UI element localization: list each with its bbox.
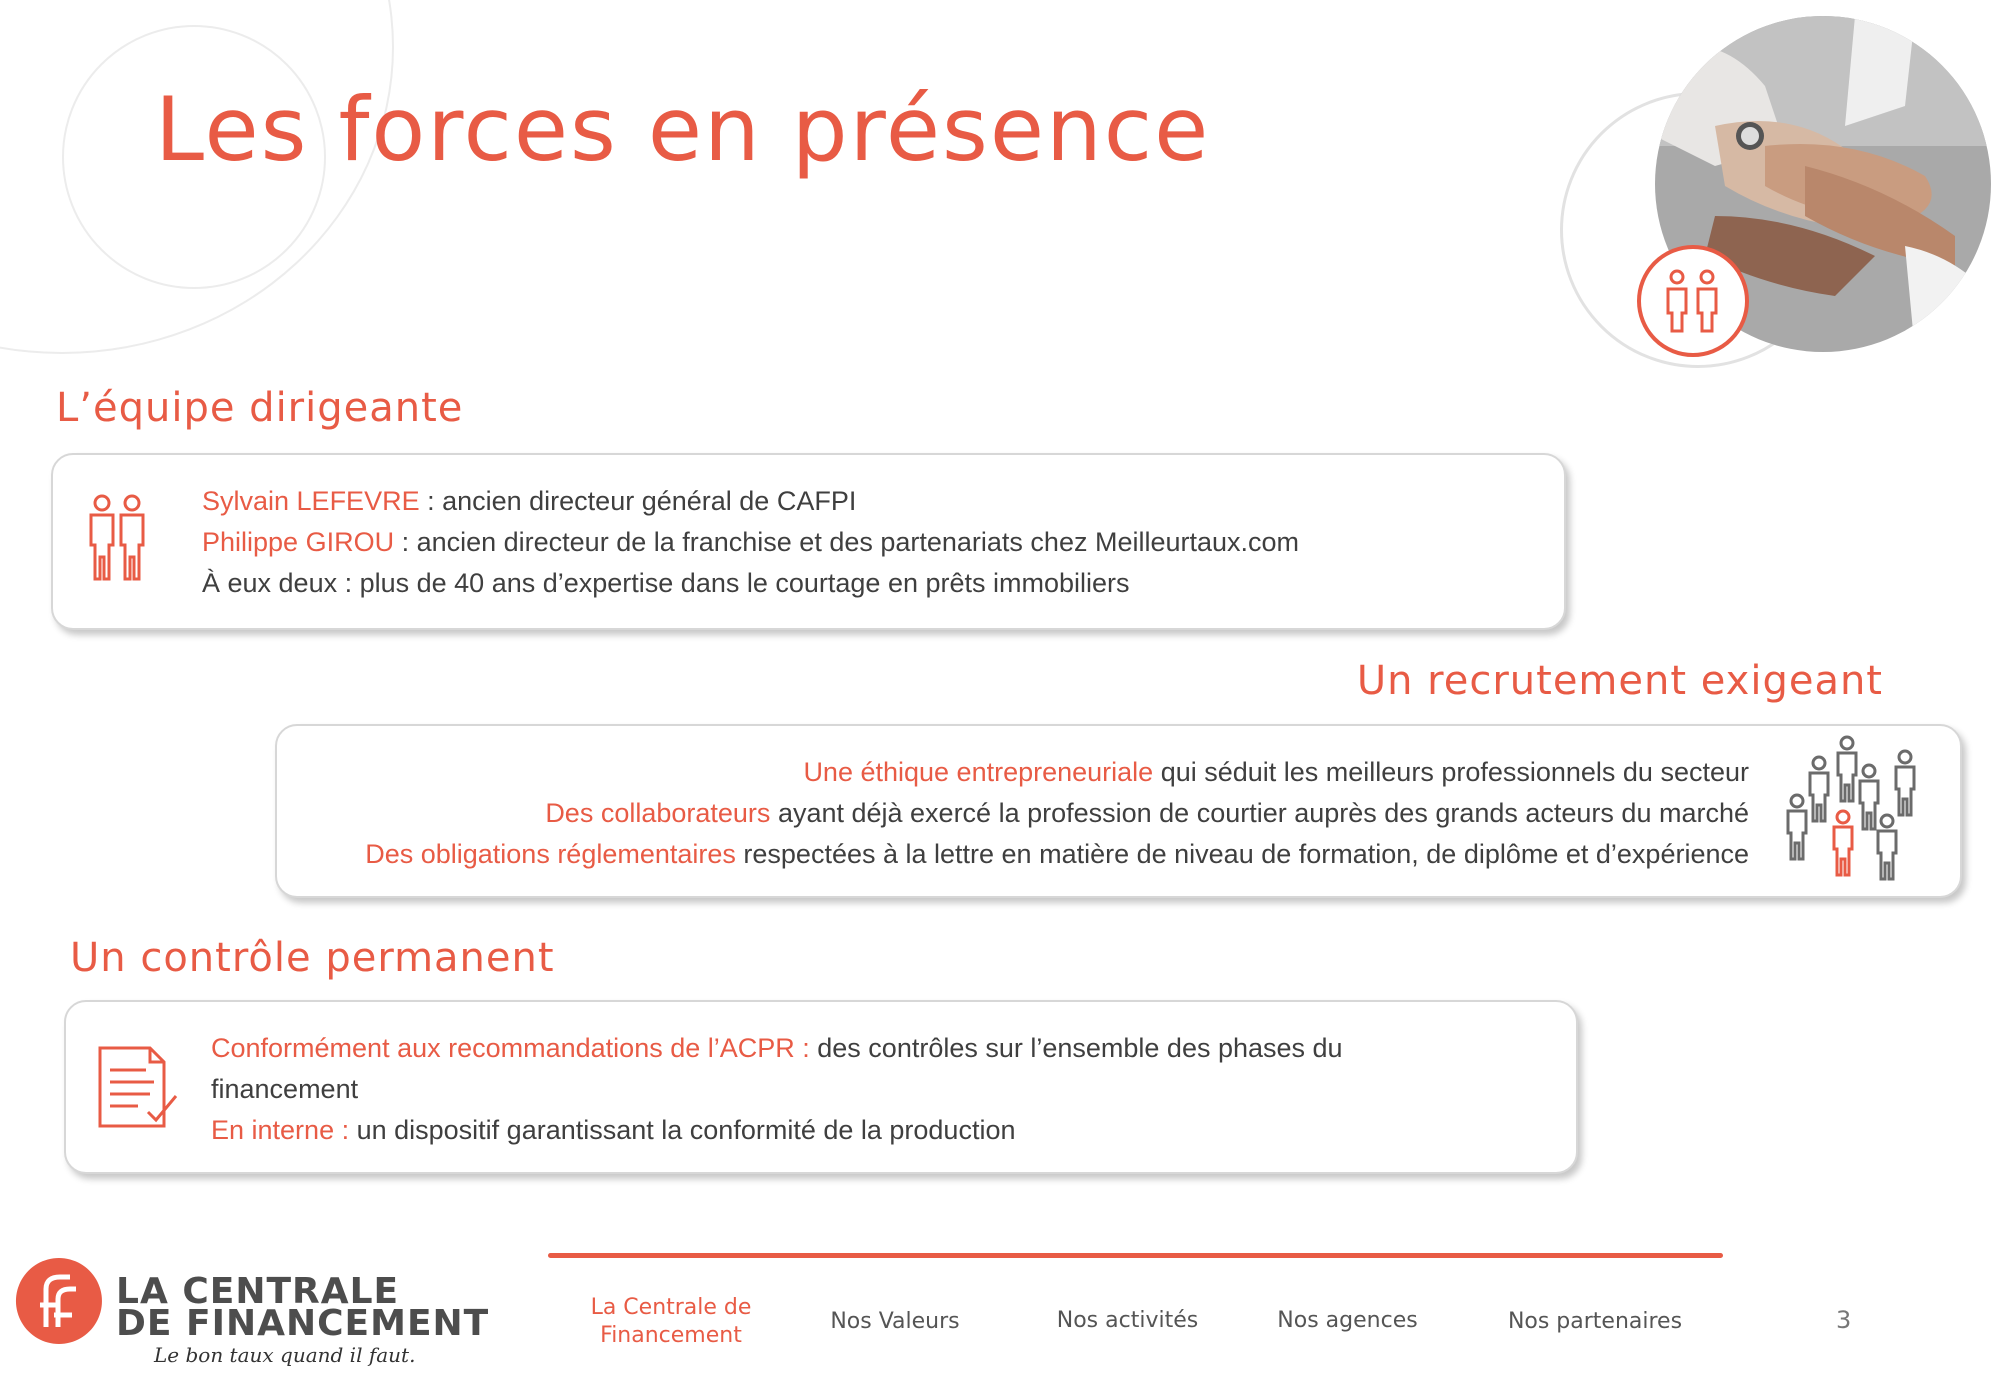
recrutement-card	[275, 724, 1962, 898]
list-item: Conformément aux recommandations de l’ACPR : des contrôles sur l’ensemble des phases du	[211, 1033, 1343, 1063]
team-emblem-icon	[1637, 245, 1749, 357]
group-people-icon	[1777, 734, 1937, 889]
controle-text	[211, 1028, 1343, 1151]
list-item: Des collaborateurs ayant déjà exercé la profession de courtier auprès des grands acteurs du marché	[545, 798, 1749, 828]
section-heading-recrutement: Un recrutement exigeant	[1356, 658, 1883, 704]
section-heading-equipe: L’équipe dirigeante	[56, 385, 464, 431]
list-item: À eux deux : plus de 40 ans d’expertise dans le courtage en prêts immobiliers	[202, 568, 1130, 598]
equipe-card	[51, 453, 1566, 630]
page-number: 3	[1836, 1306, 1852, 1334]
list-item: En interne : un dispositif garantissant la conformité de la production	[211, 1115, 1016, 1145]
nav-item-nos-agences[interactable]: Nos agences	[1277, 1308, 1418, 1333]
section-heading-controle: Un contrôle permanent	[70, 935, 555, 981]
logo-line-1: LA CENTRALE	[116, 1271, 400, 1312]
footer-divider	[548, 1253, 1723, 1258]
nav-item-nos-valeurs[interactable]: Nos Valeurs	[830, 1309, 960, 1334]
nav-item-la-centrale[interactable]: La Centrale de Financement	[590, 1295, 752, 1348]
logo-line-2: DE FINANCEMENT	[116, 1303, 490, 1344]
list-item: Une éthique entrepreneuriale qui séduit les meilleurs professionnels du secteur	[803, 757, 1749, 787]
nav-item-nos-partenaires[interactable]: Nos partenaires	[1507, 1309, 1683, 1334]
list-item: financement	[211, 1074, 359, 1104]
controle-card	[64, 1000, 1578, 1174]
list-item: Philippe GIROU : ancien directeur de la franchise et des partenariats chez Meilleurtaux.com	[202, 527, 1300, 557]
recrutement-text	[365, 752, 1749, 875]
list-item: Des obligations réglementaires respectées à la lettre en matière de niveau de formation, de diplôme et d’expérience	[365, 839, 1749, 869]
page-title: Les forces en présence	[155, 78, 1211, 181]
two-people-icon	[87, 493, 147, 585]
logo-mark-icon	[14, 1255, 104, 1350]
equipe-text	[202, 481, 1299, 604]
logo-tagline: Le bon taux quand il faut.	[154, 1343, 416, 1367]
list-item: Sylvain LEFEVRE : ancien directeur général de CAFPI	[202, 486, 857, 516]
document-check-icon	[94, 1044, 184, 1134]
company-logo[interactable]	[14, 1255, 490, 1370]
nav-item-nos-activites[interactable]: Nos activités	[1056, 1308, 1199, 1333]
